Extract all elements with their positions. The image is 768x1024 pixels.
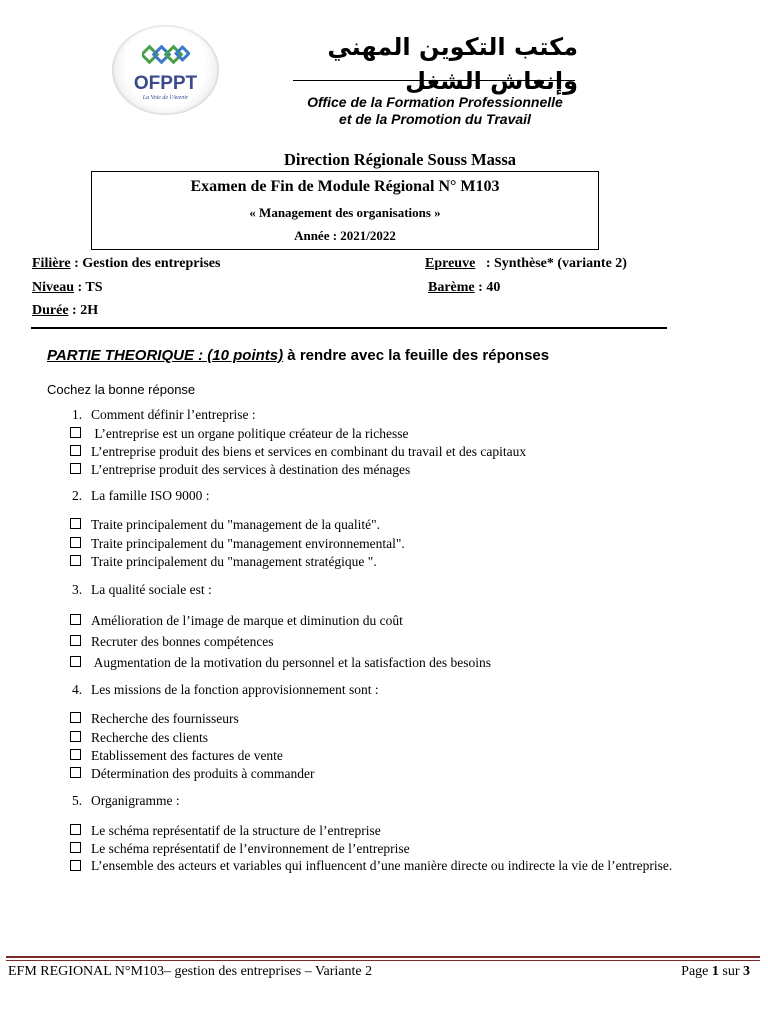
question-number: 1. (72, 407, 83, 422)
question-text: Les missions de la fonction approvisionnement sont : (91, 682, 379, 697)
logo-slogan: La Voie de l'Avenir (142, 95, 189, 101)
question-number: 4. (72, 682, 83, 697)
arabic-underline (293, 80, 575, 81)
checkbox-icon[interactable] (70, 555, 81, 566)
checkbox-icon[interactable] (70, 860, 81, 871)
exam-subtitle: « Management des organisations » (249, 205, 441, 220)
option-label: Le schéma représentatif de la structure de l’entreprise (91, 823, 381, 838)
question-5-title (72, 793, 180, 809)
epreuve-info (425, 256, 627, 272)
checkbox-icon[interactable] (70, 614, 81, 625)
question-text: La famille ISO 9000 : (91, 488, 210, 503)
checkbox-icon[interactable] (70, 824, 81, 835)
page-prefix: Page (681, 964, 712, 979)
option-label: L’entreprise est un organe politique créateur de la richesse (91, 426, 409, 441)
option-label: Détermination des produits à commander (91, 766, 315, 781)
question-number: 3. (72, 582, 83, 597)
option-label: Recruter des bonnes compétences (91, 634, 274, 649)
option-label: Recherche des fournisseurs (91, 711, 239, 726)
bareme-info (428, 280, 500, 296)
checkbox-icon[interactable] (70, 427, 81, 438)
duree-value: : 2H (68, 303, 99, 318)
option-label: L’ensemble des acteurs et variables qui influencent d’une manière directe ou indirecte la vie de l’entreprise. (91, 858, 673, 873)
office-name-line2: et de la Promotion du Travail (339, 111, 531, 127)
option-label: Recherche des clients (91, 730, 208, 745)
niveau-label: Niveau (32, 280, 74, 295)
exam-title-box (91, 171, 599, 250)
option-label: Traite principalement du "management environnemental". (91, 536, 405, 551)
checkbox-icon[interactable] (70, 518, 81, 529)
option-label: Traite principalement du "management de la qualité". (91, 517, 381, 532)
checkbox-icon[interactable] (70, 731, 81, 742)
header-divider (31, 327, 667, 329)
exam-year: Année : 2021/2022 (294, 228, 396, 243)
option-label: Amélioration de l’image de marque et diminution du coût (91, 613, 403, 628)
footer-rule (6, 956, 760, 958)
office-name-line1: Office de la Formation Professionnelle (307, 94, 563, 110)
question-4-title (72, 682, 379, 698)
option-label: Augmentation de la motivation du personnel et la satisfaction des besoins (91, 655, 492, 670)
option-label: Traite principalement du "management stratégique ". (91, 554, 377, 569)
checkbox-icon[interactable] (70, 635, 81, 646)
question-2-title (72, 488, 209, 504)
exam-title: Examen de Fin de Module Régional N° M103 (190, 178, 500, 195)
filiere-label: Filière (32, 256, 71, 271)
question-number: 5. (72, 793, 83, 808)
checkbox-icon[interactable] (70, 767, 81, 778)
checkbox-icon[interactable] (70, 445, 81, 456)
filiere-info (32, 256, 220, 272)
epreuve-value: : Synthèse* (variante 2) (475, 256, 627, 271)
duree-info (32, 303, 98, 319)
option-label: Etablissement des factures de vente (91, 748, 283, 763)
partie-rest: à rendre avec la feuille des réponses (283, 347, 550, 364)
option-label: Le schéma représentatif de l’environnement de l’entreprise (91, 841, 410, 856)
duree-label: Durée (32, 303, 69, 318)
logo-text: OFPPT (133, 73, 198, 94)
checkbox-icon[interactable] (70, 656, 81, 667)
niveau-value: : TS (74, 280, 103, 295)
partie-theorique-heading (47, 347, 549, 364)
question-number: 2. (72, 488, 83, 503)
checkbox-icon[interactable] (70, 463, 81, 474)
option-label: L’entreprise produit des biens et services en combinant du travail et des capitaux (91, 444, 527, 459)
niveau-info (32, 280, 103, 296)
logo-mark-icon (142, 43, 190, 71)
page-total: 3 (743, 964, 750, 979)
filiere-value: : Gestion des entreprises (70, 256, 221, 271)
question-1-title (72, 407, 256, 423)
question-text: Organigramme : (91, 793, 180, 808)
bareme-value: : 40 (474, 280, 501, 295)
bareme-label: Barème (428, 280, 475, 295)
page-mid: sur (718, 964, 743, 979)
question-text: La qualité sociale est : (91, 582, 212, 597)
arabic-organization-name: مكتب التكوين المهني وإنعاش الشغل (327, 33, 578, 95)
instruction-text: Cochez la bonne réponse (47, 382, 196, 397)
epreuve-label: Epreuve (425, 256, 476, 271)
partie-label: PARTIE THEORIQUE : (10 points) (47, 347, 284, 364)
checkbox-icon[interactable] (70, 712, 81, 723)
question-3-title (72, 582, 212, 598)
footer-exam-label: EFM REGIONAL N°M103– gestion des entreprises – Variante 2 (8, 964, 373, 979)
checkbox-icon[interactable] (70, 749, 81, 760)
direction-title: Direction Régionale Souss Massa (283, 150, 517, 169)
ofppt-logo (112, 25, 219, 115)
option-label: L’entreprise produit des services à destination des ménages (91, 462, 411, 477)
footer-rule-thin (6, 960, 760, 961)
page-current: 1 (711, 964, 719, 979)
footer-page-number (681, 964, 750, 980)
question-text: Comment définir l’entreprise : (91, 407, 256, 422)
checkbox-icon[interactable] (70, 842, 81, 853)
checkbox-icon[interactable] (70, 537, 81, 548)
